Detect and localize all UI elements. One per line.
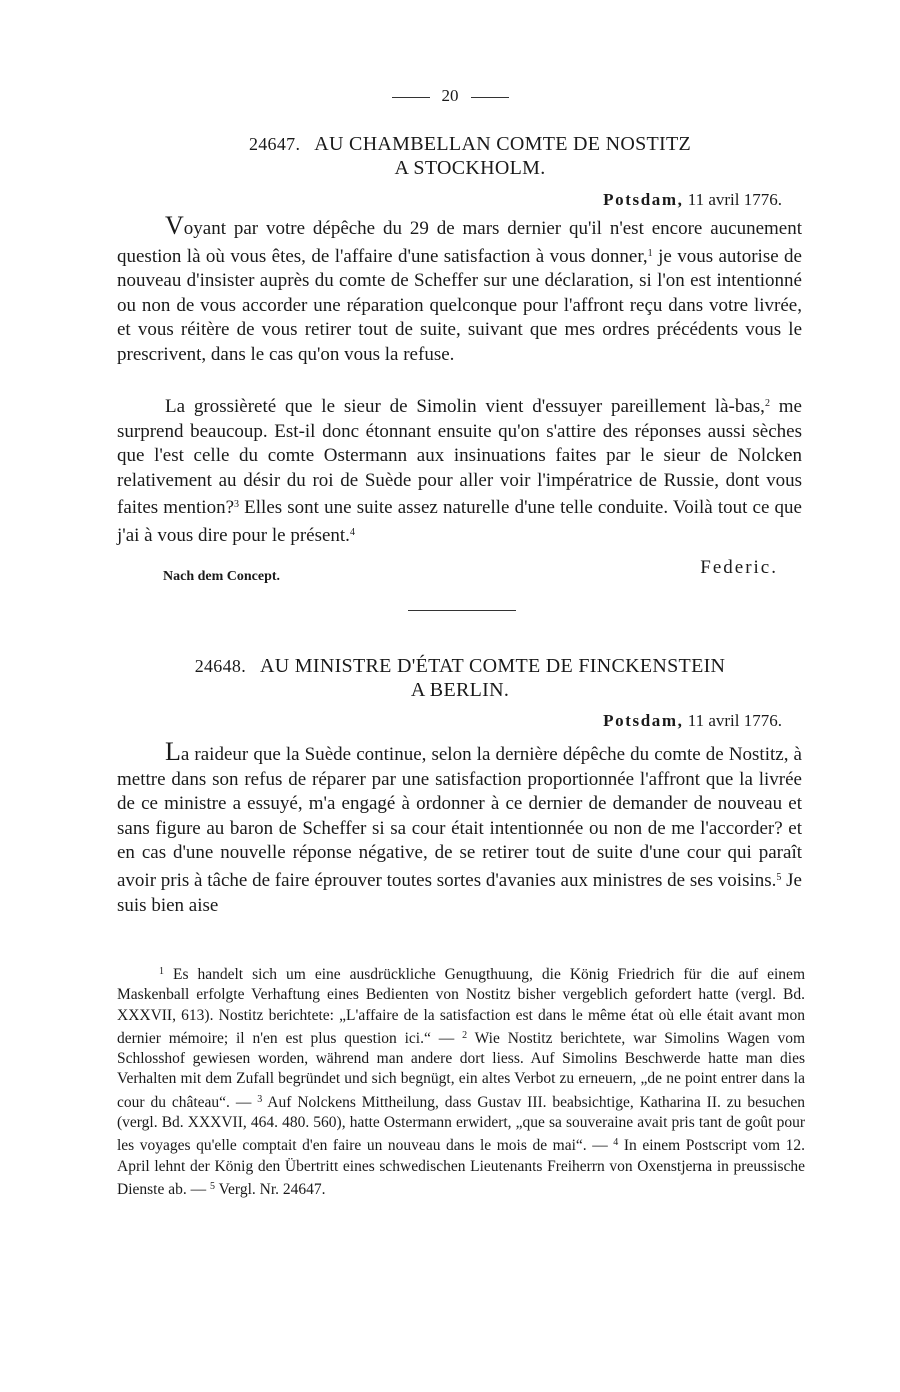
letter-2-date: 11 avril 1776. (683, 711, 782, 730)
page-number-rule-right (471, 97, 509, 98)
letter-2-heading (120, 654, 800, 702)
letter-1-dateline (603, 190, 782, 210)
footnote-1-mark: 1 (159, 966, 164, 977)
letter-2-title-line2: A BERLIN. (410, 679, 510, 701)
letter-1-para2-text-a: La grossièreté que le sieur de Simolin vient d'essuyer pareillement là-bas, (165, 396, 765, 417)
letter-1-dropcap: V (165, 211, 184, 240)
footnote-1: Es handelt sich um eine ausdrückliche Genugthuung, die König Friedrich für die auf einem Maskenball erfolgte Verhaftung eines Bedienten von Nostitz bisher vergeblich gefordert hatte (vergl. Bd. XXXVII, 613). Nostitz berichtete: „L'affaire de la satisfaction est dans le même état où elle était avant mon dernier mémoire; il n'en est plus question ici.“ — (117, 966, 805, 1047)
footnote-5: Vergl. Nr. 24647. (214, 1180, 326, 1198)
footnote-2-mark: 2 (462, 1029, 468, 1041)
footnote-ref-4: 4 (349, 526, 355, 538)
letter-1-para1-text-a: oyant par votre dépêche du 29 de mars dernier qu'il n'est encore aucunement question là où vous êtes, de l'affaire d'une satisfaction à vous donner, (117, 218, 802, 267)
footnotes (117, 962, 805, 1200)
letter-2-number: 24648. (194, 656, 247, 676)
footnote-ref-5: 5 (776, 871, 782, 883)
page-number-rule-left (392, 97, 430, 98)
page-number-text: 20 (441, 86, 459, 105)
letter-1-title-line1: AU CHAMBELLAN COMTE DE NOSTITZ (314, 133, 692, 155)
letter-1-para2-text-b: me surprend beaucoup. Est-il donc étonnant ensuite qu'on s'attire des réponses aussi sèches que l'est celle du comte Ostermann aux insinuations faites par le sieur de Nolcken relativement au désir du roi de Suède pour aller voir l'impératrice de Russie, dont vous faites mention? (117, 396, 802, 519)
letter-1-date: 11 avril 1776. (683, 190, 782, 209)
page-number (0, 86, 900, 106)
letter-1-para1-text-b: je vous autorise de nouveau d'insister auprès du comte de Scheffer sur une déclaration, si l'on est intentionné ou non de vous accorder une réparation quelconque pour l'affront reçu dans votre livrée, et vous réitère de vous retirer tout de suite, suivant que mes ordres précédents vous le prescrivent, dans le cas qu'on vous la refuse. (117, 245, 802, 365)
letter-2-dropcap: L (165, 737, 181, 766)
footnote-ref-1: 1 (647, 247, 653, 259)
footnote-2: Wie Nostitz berichtete, war Simolins Wagen vom Schlosshof gewiesen worden, während man andere dort liess. Auf Simolins Beschwerde hatte man dies Verhalten mit dem Zufall begründet und sich begnügt, ein altes Verbot zu erneuern, „de ne point entrer dans la cour du château“. — (117, 1029, 805, 1111)
footnote-4: In einem Postscript vom 12. April lehnt der König den Übertritt eines schwedischen Lieutenants Freiherrn von Oxenstjerna in preussische Dienste ab. — (117, 1137, 805, 1198)
footnote-ref-3: 3 (234, 499, 239, 511)
letter-1-para2-text-c: Elles sont une suite assez naturelle d'une telle conduite. Voilà tout ce que j'ai à vous dire pour le présent. (117, 497, 802, 546)
letter-1-number: 24647. (248, 134, 301, 154)
letter-1-signature: Federic. (700, 557, 778, 578)
letter-1-paragraph-2 (117, 392, 802, 549)
letter-1-heading (150, 132, 790, 180)
footnote-4-mark: 4 (613, 1137, 619, 1149)
letter-1-title-line2: A STOCKHOLM. (394, 157, 546, 179)
letter-2-paragraph-1 (117, 737, 802, 918)
letter-2-dateline (603, 711, 782, 731)
letter-2-place: Potsdam, (603, 711, 684, 730)
letter-1-source-note: Nach dem Concept. (163, 569, 281, 584)
section-separator (408, 610, 516, 611)
letter-1-paragraph-1 (117, 211, 802, 368)
letter-2-title-line1: AU MINISTRE D'ÉTAT COMTE DE FINCKENSTEIN (260, 655, 726, 677)
footnote-ref-2: 2 (764, 398, 770, 409)
footnote-3-mark: 3 (257, 1093, 263, 1105)
letter-1-place: Potsdam, (603, 190, 684, 209)
footnote-3: Auf Nolckens Mittheilung, dass Gustav III. beabsichtige, Katharina II. zu besuchen (vergl. Bd. XXXVII, 464. 480. 560), hatte Ostermann erwidert, „que sa souveraine avait pris tant de goût pour les voyages qu'elle comptait d'en faire un nouveau dans le mois de mai“. — (117, 1093, 805, 1155)
letter-2-para1-text-b: Je suis bien aise (117, 869, 802, 916)
footnote-5-mark: 5 (209, 1180, 215, 1192)
letter-2-para1-text-a: a raideur que la Suède continue, selon la dernière dépêche du comte de Nostitz, à mettre dans son refus de réparer par une satisfaction proportionnée l'affront que la livrée de ce ministre a essuyé, m'a engagé à ordonner à ce dernier de demander de nouveau et sans figure au baron de Scheffer si sa cour était intentionnée ou non de me l'accorder? et en cas d'une nouvelle réponse négative, de se retirer tout de suite d'une cour qui paraît avoir pris à tâche de faire éprouver toutes sortes d'avanies aux ministres de ses voisins. (117, 744, 802, 891)
